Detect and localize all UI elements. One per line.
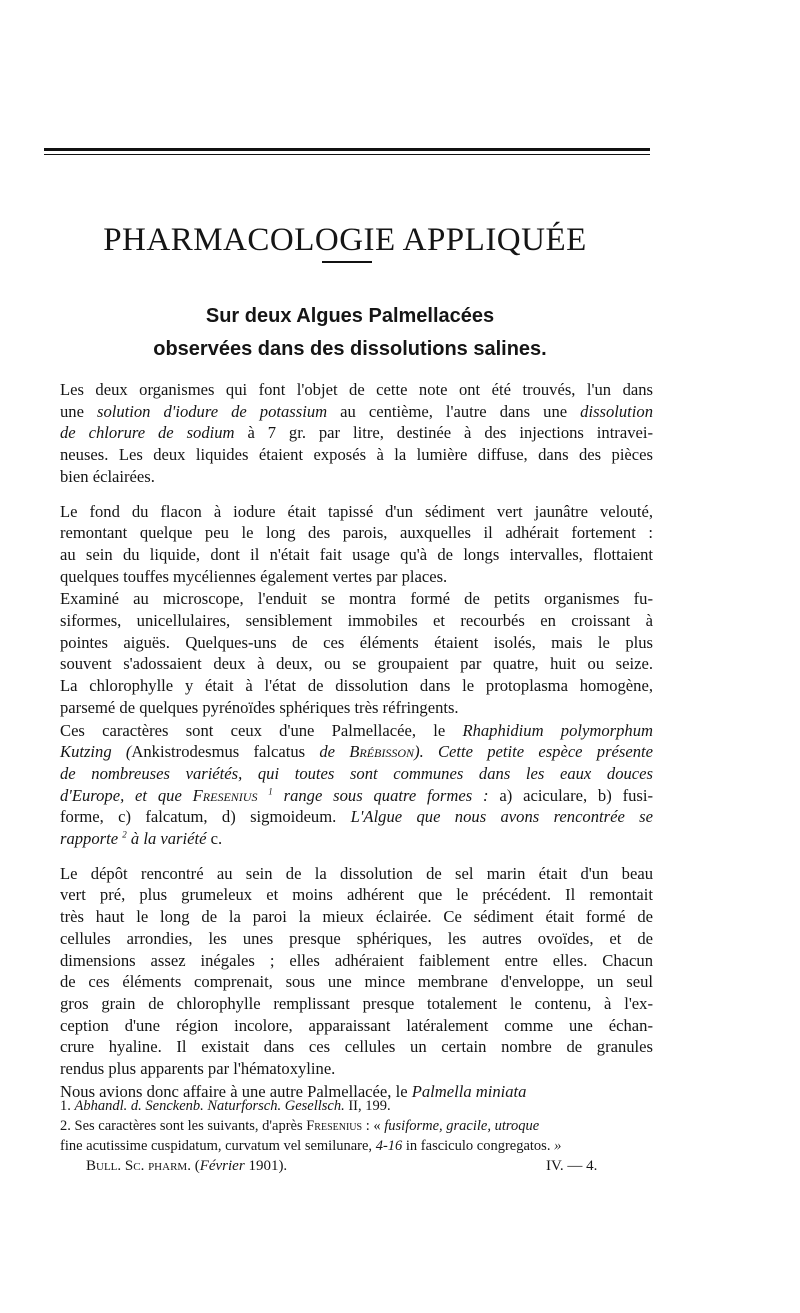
text-line: 1. Abhandl. d. Senckenb. Naturforsch. Gesellsch. II, 199. [60, 1098, 391, 1114]
text-line: La chlorophylle y était à l'état de dissolution dans le protoplasma homogène, [60, 676, 653, 696]
text-line: rapporte $^2$ à la variété c. [60, 829, 223, 849]
paragraph-5 [60, 863, 653, 1080]
text-line: quelques touffes mycéliennes également vertes par places. [60, 566, 448, 586]
top-double-rule-thick [44, 148, 650, 151]
text-line: Nous avions donc affaire à une autre Palmellacée, le Palmella miniata [60, 1081, 527, 1101]
text-line: Kutzing (Ankistrodesmus falcatus de Brébisson). Cette petite espèce présente [60, 742, 654, 762]
text-line: Le dépôt rencontré au sein de la dissolution de sel marin était d'un beau [60, 863, 653, 883]
text-line: crure hyaline. Il existait dans ces cellules un certain nombre de granules [60, 1037, 653, 1057]
text-line: Examiné au microscope, l'enduit se montra formé de petits organismes fu- [60, 589, 653, 609]
paragraph-4 [60, 720, 653, 850]
text-line: bien éclairées. [60, 466, 155, 486]
article-body [60, 379, 653, 1103]
article-title-line: observées dans des dissolutions salines. [153, 338, 547, 360]
text-line: forme, c) falcatum, d) sigmoideum. L'Algue que nous avons rencontrée se [60, 807, 654, 827]
text-line: dimensions assez inégales ; elles adhéraient faiblement entre elles. Chacun [60, 950, 653, 970]
text-line: de nombreuses variétés, qui toutes sont communes dans les eaux douces [60, 763, 653, 783]
text-line: rendus plus apparents par l'hématoxyline. [60, 1059, 336, 1079]
footnotes [60, 1096, 670, 1156]
text-line: vert pré, plus grumeleux et moins adhérent que le précédent. Il remontait [60, 885, 653, 905]
text-line: pointes aiguës. Quelques-uns de ces éléments étaient isolés, mais le plus [60, 632, 653, 652]
paragraph-2 [60, 501, 653, 588]
top-double-rule-thin [44, 154, 650, 155]
article-title [0, 300, 700, 366]
text-line: cellules arrondies, les unes presque sphériques, les autres ovoïdes, et de [60, 928, 653, 948]
title-separator [322, 261, 372, 263]
paragraph-1 [60, 379, 653, 488]
text-line: Les deux organismes qui font l'objet de cette note ont été trouvés, l'un dans [60, 380, 653, 399]
text-line: fine acutissime cuspidatum, curvatum vel semilunare, 4-16 in fasciculo congregatos. » [60, 1138, 562, 1154]
text-line: souvent s'adossaient deux à deux, ou se groupaient par quatre, huit ou seize. [60, 654, 653, 674]
text-line: très haut le long de la paroi la mieux éclairée. Ce sédiment était formé de [60, 907, 653, 927]
text-line: gros grain de chlorophylle remplissant presque totalement le contenu, à l'ex- [60, 993, 653, 1013]
section-title: PHARMACOLOGIE APPLIQUÉE [103, 222, 587, 259]
signature-mark: IV. — 4. [546, 1158, 598, 1174]
text-line: Ces caractères sont ceux d'une Palmellacée, le Rhaphidium polymorphum [60, 720, 653, 740]
paragraph-3 [60, 588, 653, 718]
text-line: siformes, unicellulaires, sensiblement immobiles et recourbés en croissant à [60, 611, 653, 631]
text-line: d'Europe, et que Fresenius $^1$ range sous quatre formes : a) aciculare, b) fusi- [60, 785, 654, 805]
text-line: une solution d'iodure de potassium au centième, l'autre dans une dissolution [60, 401, 653, 421]
text-line: parsemé de quelques pyrénoïdes sphériques très réfringents. [60, 697, 459, 717]
text-line: neuses. Les deux liquides étaient exposés à la lumière diffuse, dans des pièces [60, 445, 653, 465]
journal-reference: Bull. Sc. pharm. (Février 1901). [86, 1158, 288, 1174]
text-line: remontant quelque peu le long des parois, auxquelles il adhérait fortement : [60, 523, 653, 543]
article-title-line: Sur deux Algues Palmellacées [205, 305, 495, 327]
text-line: de ces éléments comprenait, sous une mince membrane d'enveloppe, un seul [60, 972, 653, 992]
text-line: 2. Ses caractères sont les suivants, d'après Fresenius : « fusiforme, gracile, utroque [60, 1118, 540, 1134]
text-line: ception d'une région incolore, apparaissant latéralement comme une échan- [60, 1015, 653, 1035]
text-line: Le fond du flacon à iodure était tapissé d'un sédiment vert jaunâtre velouté, [60, 501, 653, 521]
text-line: au sein du liquide, dont il n'était fait usage qu'à de longs intervalles, flottaient [60, 544, 653, 564]
text-line: de chlorure de sodium à 7 gr. par litre, destinée à des injections intravei- [60, 423, 653, 443]
